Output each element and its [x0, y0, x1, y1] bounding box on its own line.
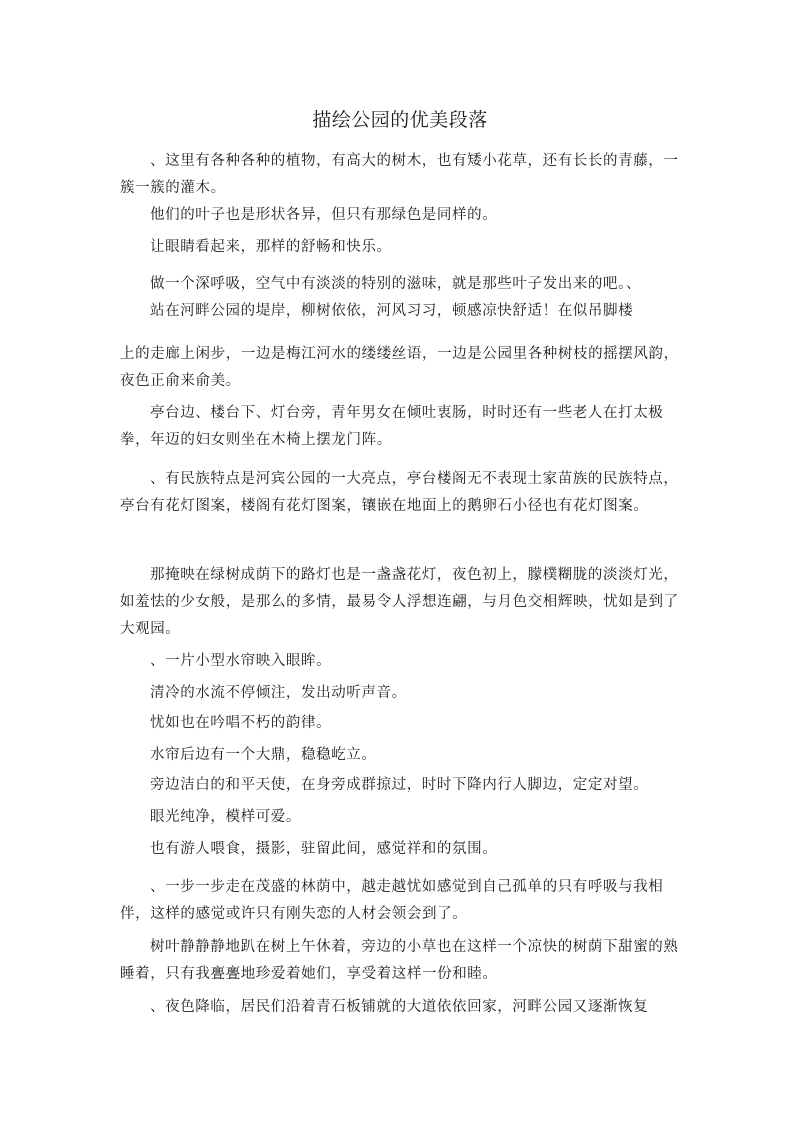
paragraph-14: 旁边洁白的和平天使，在身旁成群掠过，时时下降内行人脚边，定定对望。 [150, 777, 649, 793]
paragraph-17: 、一步一步走在茂盛的林荫中，越走越忧如感觉到自己孤单的只有呼吸与我相伴，这样的感觉或许只有刚失恋的人材会领会到了。 [120, 879, 664, 922]
paragraph-7: 亭台边、楼台下、灯台旁，青年男女在倾吐衷肠，时时还有一些老人在打太极拳，年迈的妇女则坐在木椅上摆龙门阵。 [120, 405, 664, 448]
paragraph-4: 做一个深呼吸，空气中有淡淡的特别的滋味，就是那些叶子发出来的吧。、 [150, 276, 642, 292]
paragraph-2: 他们的叶子也是形状各异，但只有那绿色是同样的。 [150, 207, 498, 223]
paragraph-6: 上的走廊上闲步，一边是梅江河水的缕缕丝语，一边是公园里各种树枝的摇摆风韵，夜色正俞来俞美。 [120, 346, 679, 389]
paragraph-5: 站在河畔公园的堤岸，柳树依依，河风习习，顿感凉快舒适！在似吊脚楼 [150, 303, 634, 319]
paragraph-15: 眼光纯净，模样可爱。 [150, 809, 301, 825]
paragraph-11: 清冷的水流不停倾注，发出动听声音。 [150, 685, 407, 701]
document-title: 描绘公园的优美段落 [312, 109, 488, 131]
paragraph-1: 、这里有各种各种的植物，有高大的树木，也有矮小花草，还有长长的青藤，一簇一簇的灌木。 [120, 153, 679, 196]
paragraph-10: 、一片小型水帘映入眼眸。 [150, 653, 332, 669]
paragraph-16: 也有游人喂食，摄影，驻留此间，感觉祥和的氛围。 [150, 841, 498, 857]
paragraph-9: 那掩映在绿树成荫下的路灯也是一盏盏花灯，夜色初上，朦樸糊胧的淡淡灯光，如羞怯的少女般，是那么的多情，最易令人浮想连翩，与月色交相辉映，忧如是到了大观园。 [120, 567, 679, 637]
paragraph-18: 树叶静静静地趴在树上午休着，旁边的小草也在这样一个凉快的树荫下甜蜜的熟睡着，只有我亹亹地珍爱着她们，享受着这样一份和睦。 [120, 939, 679, 982]
paragraph-13: 水帘后边有一个大鼎，稳稳屹立。 [150, 747, 377, 763]
paragraph-3: 让眼睛看起来，那样的舒畅和快乐。 [150, 239, 392, 255]
paragraph-19: 、夜色降临，居民们沿着青石板铺就的大道依依回家，河畔公园又逐渐恢复 [150, 999, 649, 1015]
paragraph-12: 忧如也在吟唱不朽的韵律。 [150, 715, 332, 731]
paragraph-8: 、有民族特点是河宾公园的一大亮点，亭台楼阁无不表现土家苗族的民族特点，亭台有花灯图案，楼阁有花灯图案，镶嵌在地面上的鹅卵石小径也有花灯图案。 [120, 471, 679, 514]
